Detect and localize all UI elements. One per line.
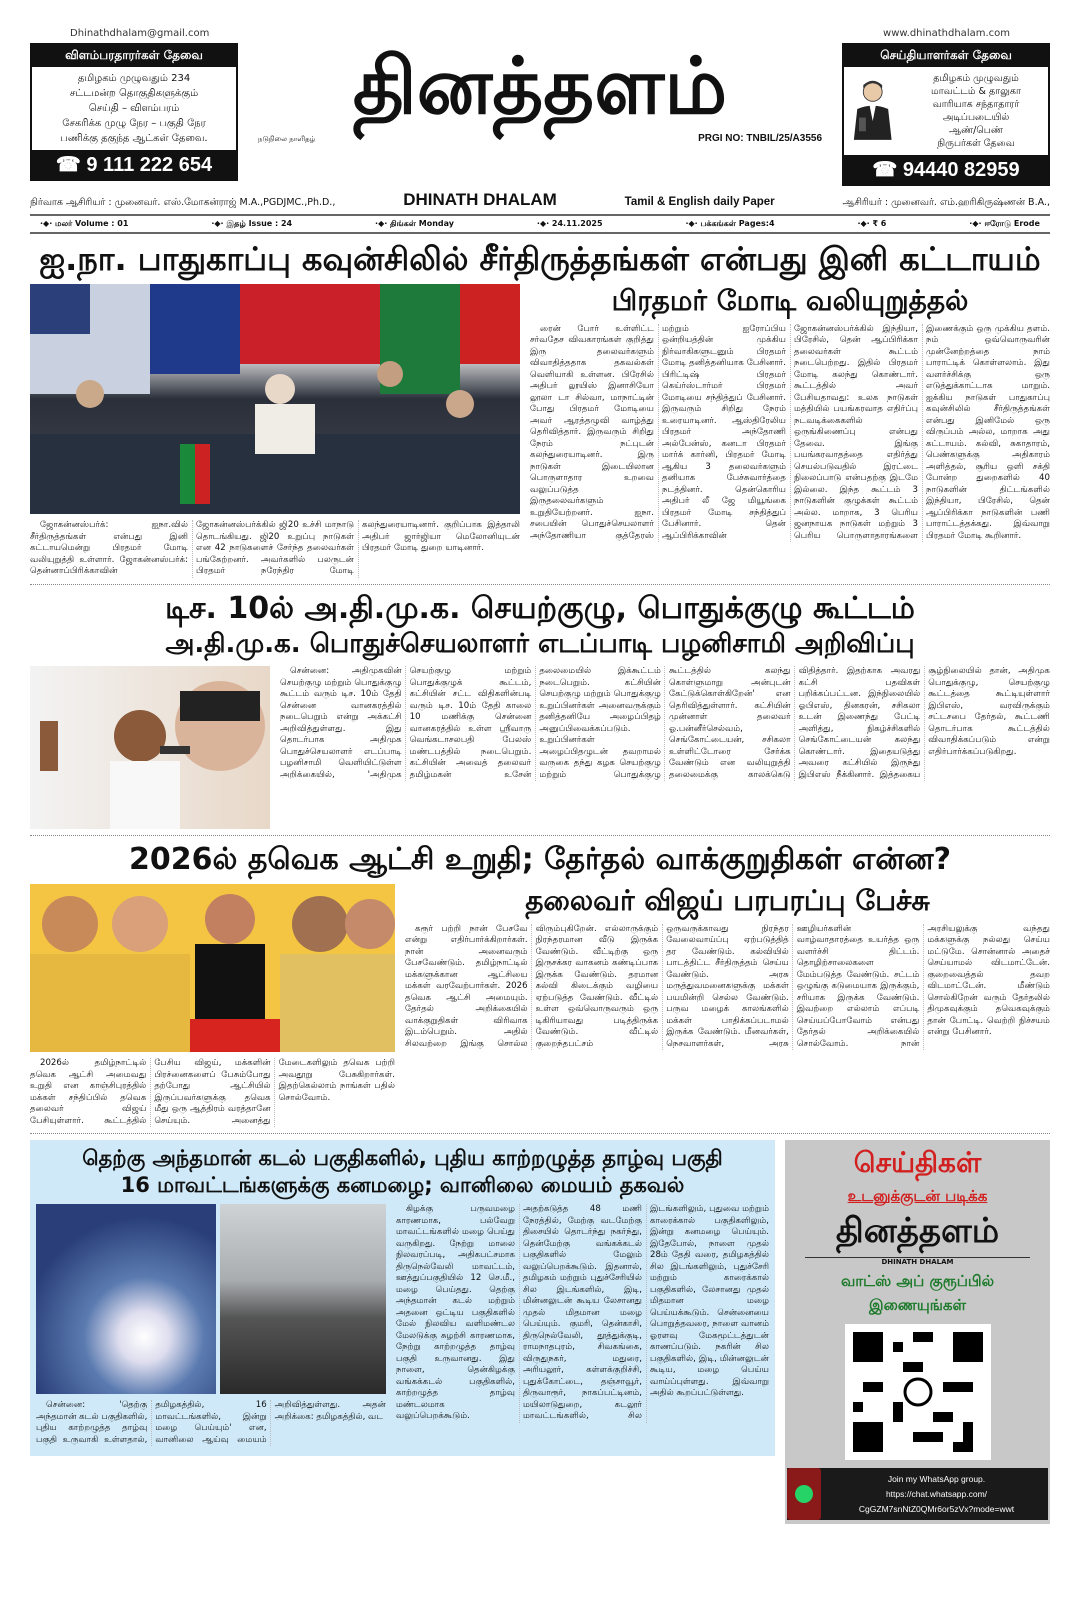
story2-headline: டிச. 10ல் அ.தி.மு.க. செயற்குழு, பொதுக்குழு கூட்டம்	[165, 590, 915, 626]
story1	[30, 284, 1050, 578]
ad-line: மாவட்டம் & தாலுகா	[931, 86, 1021, 97]
reporters-wanted-ad	[842, 43, 1050, 186]
g20-summit-photo	[30, 284, 520, 514]
article-text: 2026ல் தமிழ்நாட்டில் தவெக ஆட்சி அமைவது உறுதி என காஞ்சிபுரத்தில் மக்கள் சந்திப்பில் தவெக தலைவர் விஜய் பேசியுள்ளார். கூட்டத்தில் பேசிய விஜய், மக்களின் பிரச்னைகளைப் பேசும்போது தற்போது ஆட்சியில் இருப்பவர்களுக்கு தவெக மீது ஒரு ஆத்திரம் வரத்தானே செய்யும். அனைத்து மேடைகளிலும் தவெக பற்றி அவதூறு பேசுகிறார்கள். இதற்கெல்லாம் நாங்கள் பதில் சொல்வோம்.	[30, 1058, 395, 1126]
cyclone-satellite-photo	[36, 1204, 216, 1394]
story1-body-right	[530, 324, 1050, 543]
ad-line: சட்டமன்ற தொகுதிகளுக்கும்	[69, 88, 199, 99]
divider	[30, 835, 1050, 836]
weather-story-box	[30, 1140, 775, 1456]
logo-tagline: நடுநிலை நாளிதழ்	[258, 134, 316, 143]
date: ·◆· 24.11.2025	[536, 219, 603, 228]
whatsapp-link[interactable]: https://chat.whatsapp.com/	[885, 1488, 988, 1499]
ad-phone: ☎ 9 111 222 654	[32, 150, 236, 179]
issue: ·◆· இதழ் Issue : 24	[211, 219, 293, 228]
advertisers-wanted-ad	[30, 43, 238, 181]
story2-subhead: அ.தி.மு.க. பொதுச்செயலாளர் எடப்பாடி பழனிசாமி அறிவிப்பு	[165, 628, 915, 659]
english-name: DHINATH DHALAM	[403, 190, 557, 209]
story3-body-left	[30, 1058, 395, 1127]
ad-line: தமிழகம் முழுவதும் 234	[77, 73, 191, 84]
masthead-logo	[248, 43, 832, 144]
story1-headline: ஐ.நா. பாதுகாப்பு கவுன்சிலில் சீர்திருத்தங்கள் என்பது இனி கட்டாயம்	[39, 240, 1041, 278]
ad-line: அடிப்படையில்	[942, 112, 1010, 123]
bottom-row	[30, 1140, 1050, 1524]
whatsapp-group-ad	[785, 1140, 1050, 1524]
story3-body-right	[405, 924, 1050, 1051]
whatsapp-link-code[interactable]: CgGZM7snNtZ0QMr6or5zVx?mode=wwt	[858, 1503, 1015, 1514]
ad-line: பணிக்கு தகுந்த ஆட்கள் தேவை.	[60, 133, 208, 144]
prgi-number: PRGI NO: TNBIL/25/A3556	[698, 132, 822, 144]
ad-logo: தினத்தளம்	[835, 1211, 1000, 1252]
price: ·◆· ₹ 6	[857, 219, 887, 228]
ad-line: சேகரிக்க முழு நேர – பகுதி நேர	[62, 118, 206, 129]
ad-line: தமிழகம் முழுவதும்	[933, 73, 1019, 84]
article-text: ரைன் போர் உள்ளிட்ட சர்வதேச விவகாரங்கள் குறித்து இரு தலைவர்களும் விவாதித்ததாக தகவல்கள் வெளியாகி உள்ளன. பிரேசில் அதிபர் லூயிஸ் இனாசியோ லூலா டா சில்வா, மாநாட்டின் போது பிரதமர் மோடியை அவர் ஆரத்தழுவி வாழ்த்து தெரிவித்தார். இருவரும் சிறிது நேரம் நட்புடன் கலந்துரையாடினர். இரு நாடுகள் இடையிலான பொருளாதார உறவை வலுப்படுத்த இருதலைவர்களும் உறுதியேற்றனர். ஐநா. சபையின் பொதுச்செயலாளர் அந்தோணியா குத்தேரஸ் மற்றும் ஐரோப்பிய ஒன்றியத்தின் முக்கிய நிர்வாகிகளுடனும் பிரதமர் மோடி தனித்தனியாக பேசினார். பிரிட்டிஷ் பிரதமர் கெய்ர்ஸ்டார்மர் பிரதமர் மோடியை சந்தித்துப் பேசினார். இருவரும் சிறிது நேரம் உரையாடினர். ஆஸ்திரேலிய பிரதமர் அந்தோணி அல்பேன்ஸ், கனடா பிரதமர் மார்க் கார்னி, பிரதமர் மோடி ஆகிய 3 தலைவர்களும் தனியாக பேச்சுவார்த்தை நடத்தினர். தென்கொரிய அதிபர் லீ ஜே மியூங்கை பிரதமர் மோடி சந்தித்துப் பேசினார். தென் ஆப்பிரிக்காவின் ஜோகன்னஸ்பர்க்கில் இந்தியா, பிரேசில், தென் ஆப்பிரிக்கா தலைவர்கள் கூட்டம் நடைபெற்றது. இதில் பிரதமர் மோடி கலந்து கொண்டார். கூட்டத்தில் அவர் பேசியதாவது: உலக நாடுகள் மத்தியில் பயங்கரவாத எதிர்ப்பு நடவடிக்கைகளில் ஒருங்கிணைப்பு என்பது தேவை. இங்கு பயங்கரவாதத்தை எதிர்த்து செயல்படுவதில் இரட்டை நிலைப்பாடு என்பதற்கு இடமே இல்லை. இந்த கூட்டம் 3 நாடுகளின் குழுக்கள் கூட்டம் அல்ல. மாறாக, 3 பெரிய ஜனநாயக நாடுகள் மற்றும் 3 பெரிய பொருளாதாரங்களை இணைக்கும் ஒரு முக்கிய தளம். நம் ஒவ்வொருவரின் முன்னேற்றத்தை நாம் பாராட்டிக் கொள்ளலாம். இது வளர்ச்சிக்கு ஒரு எடுத்துக்காட்டாக மாறும். ஐக்கிய நாடுகள் பாதுகாப்பு கவுன்சிலில் சீர்திருத்தங்கள் என்பது இனிமேல் ஒரு விருப்பம் அல்ல, மாறாக அது கட்டாயம். கல்வி, சுகாதாரம், பெண்களுக்கு அதிகாரம் அளித்தல், சூரிய ஒளி சக்தி போன்ற துறைகளில் 40 நாடுகளின் திட்டங்களில் இந்தியா, பிரேசில், தென் ஆப்பிரிக்கா நாடுகளின் பணி பாராட்டத்தக்கது. இவ்வாறு பிரதமர் மோடி கூறினார்.	[530, 323, 1050, 541]
day: ·◆· திங்கள் Monday	[375, 219, 454, 228]
contact-row	[30, 0, 1050, 43]
reporter-illustration-icon	[847, 73, 907, 149]
divider	[30, 584, 1050, 585]
qr-code-icon[interactable]	[845, 1324, 991, 1460]
pages: ·◆· பக்கங்கள் Pages:4	[685, 219, 775, 228]
ad-line: ஆண்/பெண்	[949, 125, 1003, 136]
masthead	[30, 43, 1050, 186]
ad-read-instantly: உடனுக்குடன் படிக்க	[847, 1187, 988, 1206]
ad-line: செய்தி – விளம்பரம்	[88, 103, 180, 114]
story2-body	[280, 666, 1050, 781]
story2	[30, 666, 1050, 829]
article-text: சென்னை: அதிமுகவின் செயற்குழு மற்றும் பொதுக்குழு கூட்டம் வரும் டிச. 10ம் தேதி சென்னை வானகரத்தில் நடைபெறும் என்று அக்கட்சி அறிவித்துள்ளது. இது தொடர்பாக அதிமுக பொதுச்செயலாளர் எடப்பாடி பழனிசாமி வெளியிட்டுள்ள அறிக்கையில், 'அதிமுக செயற்குழு மற்றும் பொதுக்குழுக் கூட்டம், கட்சியின் சட்ட விதிகளின்படி வரும் டிச. 10ம் தேதி காலை 10 மணிக்கு சென்னை வானகரத்தில் உள்ள ஸ்ரீவாரு வெங்கடாசலபதி பேலஸ் மண்டபத்தில் நடைபெறும். கட்சியின் அவைத் தலைவர் தமிழ்மகன் உசேன் தலைமையில் இக்கூட்டம் நடைபெறும். கட்சியின் செயற்குழு மற்றும் பொதுக்குழு உறுப்பினர்கள் அனைவருக்கும் தனித்தனியே அழைப்பிதழ் அனுப்பிவைக்கப்படும். உறுப்பினர்கள் அழைப்பிதழுடன் தவறாமல் வருகை தந்து கழக செயற்குழு மற்றும் பொதுக்குழு கூட்டத்தில் கலந்து கொள்ளுமாறு அன்புடன் கேட்டுக்கொள்கிறேன்' என தெரிவித்துள்ளார். கட்சியின் முன்னாள் தலைவர் ஓ.பன்னீர்செல்வம், செங்கோட்டையன், சசிகலா உள்ளிட்டோரை சேர்க்க வேண்டும் என வலியுறுத்தி தலைமைக்கு காலக்கெடு விதித்தார். இதற்காக அவரது கட்சி பதவிகள் பறிக்கப்பட்டன. இந்நிலையில் ஓபிஎஸ், தினகரன், சசிகலா உடன் இணைந்து பேட்டி அளித்து, நிகழ்ச்சிகளில் செங்கோட்டையன் கலந்து கொண்டார். இதையடுத்து அவரை கட்சியில் இருந்து இபிஎஸ் நீக்கினார். இத்தகைய சூழ்நிலையில் தான், அதிமுக பொதுக்குழு, செயற்குழு கூட்டத்தை கூட்டியுள்ளார் இபிஎஸ், வரவிருக்கும் சட்டசபை தேர்தல், கூட்டணி தொடர்பாக கூட்டத்தில் விவாதிக்கப்படும் என்று எதிர்பார்க்கப்படுகிறது.	[280, 666, 1050, 780]
divider	[30, 1133, 1050, 1134]
ad-news-text: செய்திகள்	[853, 1146, 982, 1180]
article-text: கரூர் பற்றி நான் பேசவே என்று எதிர்பார்க்கிறார்கள். நான் அனைவரும் பேசவேண்டும். தமிழ்நாட்டில் மக்களுக்கான ஆட்சியை மக்கள் வரவேற்பார்கள். 2026 தவெக ஆட்சி அமையும். தேர்தல் அறிக்கையில் வாக்குறுதிகள் விரிவாக இடம்பெறும். அதில் சிலவற்றை இங்கு சொல்ல விரும்புகிறேன். எல்லாருக்கும் நிரந்தரமான வீடு இருக்க வேண்டும். வீட்டிற்கு ஒரு இருசக்கர வாகனம் கண்டிப்பாக இருக்க வேண்டும். தரமான கல்வி கிடைக்கும் வழியை ஏற்படுத்த வேண்டும். வீட்டில் உள்ள ஒவ்வொருவரும் ஒரு டிகிரியாவது படித்திருக்க வேண்டும். வீட்டில் குறைந்தபட்சம் ஒருவருக்காவது நிரந்தர வேலைவாய்ப்பு ஏற்படுத்தித் தர வேண்டும். கல்வியில் பாடத்திட்ட சீர்திருத்தம் செய்ய வேண்டும். அரசு மருத்துவமனைகளுக்கு மக்கள் பயமின்றி செல்ல வேண்டும். பருவ மழைக் காலங்களில் மக்கள் பாதிக்கப்படாமல் இருக்க வேண்டும். மீனவர்கள், நெசவாளர்கள், அரசு ஊழியர்களின் வாழ்வாதாரத்தை உயர்த்த ஒரு வளர்ச்சி திட்டம். தொழிற்சாலைகளை மேம்படுத்த வேண்டும். சட்டம் ஒழுங்கு கடுமையாக இருக்கும், சரியாக இருக்க வேண்டும். இவற்றை எல்லாம் எப்படி செய்யப்போவோம் என்பது தேர்தல் அறிக்கையில் சொல்வோம். நான் அரசியலுக்கு வந்தது மக்களுக்கு நல்லது செய்ய மட்டுமே. சொன்னால் அதைச் செய்யாமல் விடமாட்டேன். குறைவைத்தல் தவற விடமாட்டேன். மீண்டும் சொல்கிறேன் வரும் தேர்தலில் திமுகவுக்கும் தவெகவுக்கும் தான் போட்டி. வெற்றி நிச்சயம் என்று பேசினார்.	[405, 923, 1050, 1049]
whatsapp-phone-icon	[787, 1468, 821, 1520]
email-address: Dhinathdhalam@gmail.com	[70, 28, 210, 39]
editors-row	[30, 190, 1050, 210]
ad-title: செய்தியாளர்கள் தேவை	[844, 45, 1048, 67]
volume: ·◆· மலர் Volume : 01	[40, 219, 129, 228]
website: www.dhinathdhalam.com	[883, 28, 1010, 39]
vijay-rally-photo	[30, 884, 395, 1052]
join-text: Join my WhatsApp group.	[887, 1473, 986, 1484]
editor: ஆசிரியர் : முனைவர். எம்.ஹரிகிருஷ்ணன் B.A.,	[842, 197, 1050, 208]
article-text: ஜோகன்னஸ்பர்க்: ஐநா.வில் சீர்திருத்தங்கள் என்பது இனி கட்டாயமென்று பிரதமர் மோடி வலியுறுத்தி உள்ளார். ஜோகன்னஸ்பர்க்: தென்னாப்பிரிக்காவின் ஜோகன்னஸ்பர்க்கில் ஜி20 உச்சி மாநாடு தொடங்கியது. ஜி20 உறுப்பு நாடுகள் என 42 நாடுகளைச் சேர்ந்த தலைவர்கள் பங்கேற்றனர். அவர்களில் பலருடன் பிரதமர் நரேந்திர மோடி கலந்துரையாடினார். குறிப்பாக இத்தாலி அதிபர் ஜார்ஜியா மெலோனியுடன் பிரதமர் மோடி துறை யாடினார்.	[30, 520, 520, 577]
story3	[30, 884, 1050, 1127]
edappadi-palaniswami-photo	[30, 666, 270, 829]
story4-headline-2: 16 மாவட்டங்களுக்கு கனமழை; வானிலை மையம் தகவல்	[120, 1173, 685, 1198]
story1-body-left	[30, 520, 520, 578]
english-subtitle: Tamil & English daily Paper	[624, 196, 775, 208]
story3-headline: 2026ல் தவெக ஆட்சி உறுதி; தேர்தல் வாக்குறுதிகள் என்ன?	[129, 842, 951, 878]
logo-text: தினத்தளம்	[352, 42, 728, 132]
story4-body-right	[396, 1204, 769, 1423]
whatsapp-join-banner	[787, 1468, 1048, 1520]
ad-logo-sub: DHINATH DHALAM	[805, 1257, 1030, 1266]
story4-body-left	[36, 1400, 386, 1446]
article-text: கிழக்கு பருவமழை காரணமாக, பல்வேறு மாவட்டங்களில் மழை பெய்து வருகிறது. நேற்று மாலை நிலவரப்படி, அதிகபட்சமாக திருநெல்வேலி மாவட்டம், ஊத்துப்பகுதியில் 12 செ.மீ., மழை பெய்தது. தெற்கு அந்தமான் கடல் மற்றும் அதனை ஒட்டிய பகுதிகளில் மேல் நிலவிய வளிமண்டல மேலடுக்கு சுழற்சி காரணமாக, நேற்று காற்றழுத்த தாழ்வு பகுதி உருவானது. இது நாளை, தென்கிழக்கு வங்கக்கடல் பகுதிகளில், காற்றழுத்த தாழ்வு மண்டலமாக வலுப்பெறக்கூடும். அதற்கடுத்த 48 மணி நேரத்தில், மேற்கு வடமேற்கு திசையில் தொடர்ந்து நகர்ந்து, தென்மேற்கு வங்கக்கடல் பகுதிகளில் மேலும் வலுப்பெறக்கூடும். இதனால், தமிழகம் மற்றும் புதுச்சேரியில் சில இடங்களில், இடி, மின்னலுடன் கூடிய லேசானது முதல் மிதமான மழை பெய்யும். குமரி, தென்காசி, திருநெல்வேலி, தூத்துக்குடி, ராமநாதபுரம், சிவகங்கை, விருதுநகர், மதுரை, அரியலூர், கள்ளக்குறிச்சி, புதுக்கோட்டை, தஞ்சாவூர், திருவாரூர், நாகப்பட்டினம், மயிலாடுதுறை, கடலூர் மாவட்டங்களில், சில இடங்களிலும், புதுவை மற்றும் காரைக்கால் பகுதிகளிலும், இன்று கனமழை பெய்யும். இதேபோல், நாளை முதல் 28ம் தேதி வரை, தமிழகத்தில் சில இடங்களிலும், புதுச்சேரி மற்றும் காரைக்கால் பகுதிகளில், லேசானது முதல் மிதமான மழை பெய்யக்கூடும். சென்னையை பொறுத்தவரை, நாளை வானம் ஓரளவு மேகமூட்டத்துடன் காணப்படும். நகரின் சில பகுதிகளில், இடி, மின்னலுடன் கூடிய, மழை பெய்ய வாய்ப்புள்ளது. இவ்வாறு அதில் கூறப்பட்டுள்ளது.	[396, 1204, 769, 1422]
ad-join: இணையுங்கள்	[868, 1296, 966, 1315]
edition: ·◆· ஈரோடு Erode	[969, 219, 1040, 228]
ad-title: விளம்பரதாரர்கள் தேவை	[32, 45, 236, 67]
ad-phone: ☎ 94440 82959	[844, 155, 1048, 184]
ad-line: வாரியாக சந்தாதாரர்	[932, 99, 1020, 110]
rough-sea-photo	[220, 1204, 386, 1394]
ad-whatsapp-group: வாட்ஸ் அப் குரூப்பில்	[840, 1272, 995, 1291]
issue-info-bar	[30, 214, 1050, 234]
managing-editor: நிர்வாக ஆசிரியர் : முனைவர். எஸ்.மோகன்ராஜ் M.A.,PGDJMC.,Ph.D.,	[30, 197, 336, 208]
story3-subhead: தலைவர் விஜய் பரபரப்பு பேச்சு	[525, 884, 930, 918]
story1-subhead: பிரதமர் மோடி வலியுறுத்தல்	[611, 284, 969, 318]
ad-line: நிருபர்கள் தேவை	[937, 138, 1015, 149]
story4-headline: தெற்கு அந்தமான் கடல் பகுதிகளில், புதிய காற்றழுத்த தாழ்வு பகுதி	[82, 1146, 723, 1171]
article-text: சென்னை: 'தெற்கு அந்தமான் கடல் பகுதிகளில், புதிய காற்றழுத்த தாழ்வு பகுதி உருவாகி உள்ளதால், தமிழகத்தில், 16 மாவட்டங்களில், இன்று மழை பெய்யும்' என, வானிலை ஆய்வு மையம் அறிவித்துள்ளது. அதன் அறிக்கை: தமிழகத்தில், வட	[36, 1400, 386, 1445]
